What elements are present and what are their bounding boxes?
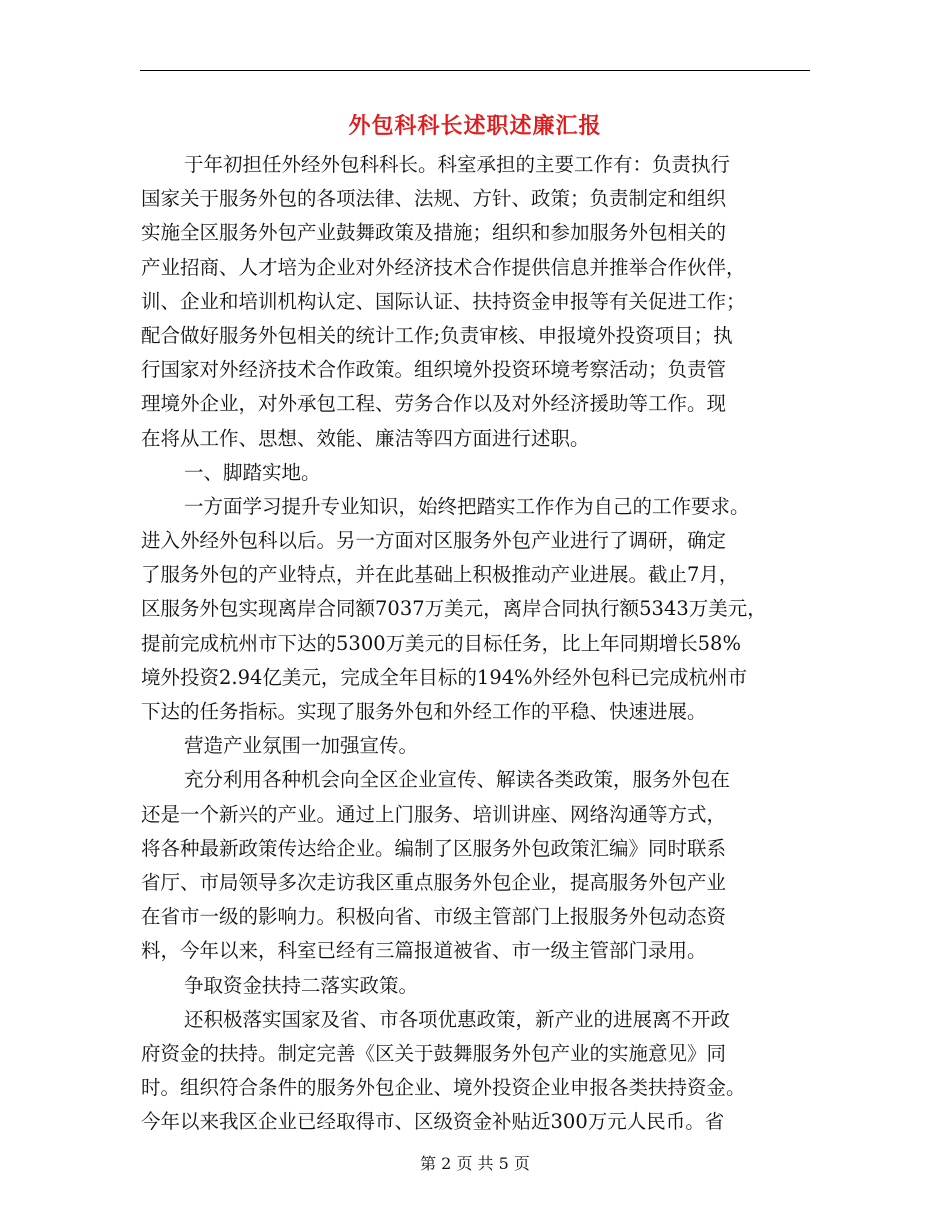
text-line: 一方面学习提升专业知识，始终把踏实工作作为自己的工作要求。 [184,494,750,518]
text-line: 于年初担任外经外包科科长。科室承担的主要工作有：负责执行 [184,153,731,176]
text-line: 争取资金扶持二落实政策。 [184,973,419,997]
text-line: 充分利用各种机会向全区企业宣传、解读各类政策，服务外包在 [184,768,731,792]
text-line: 国家关于服务外包的各项法律、法规、方针、政策；负责制定和组织 [141,187,727,211]
text-line: 提前完成杭州市下达的5300万美元的目标任务，比上年同期增长58% [141,631,741,655]
text-line: 下达的任务指标。实现了服务外包和外经工作的平稳、快速进展。 [141,700,707,723]
page-footer: 第 2 页 共 5 页 [420,1154,530,1173]
text-line: 府资金的扶持。制定完善《区关于鼓舞服务外包产业的实施意见》同 [141,1041,727,1065]
text-line: 在省市一级的影响力。积极向省、市级主管部门上报服务外包动态资 [141,905,727,929]
text-line: 一、脚踏实地。 [184,460,321,484]
document-body [141,148,827,1139]
text-line: 产业招商、人才培为企业对外经济技术合作提供信息并推举合作伙伴， [141,255,746,279]
header-rule [140,70,810,71]
text-line: 在将从工作、思想、效能、廉洁等四方面进行述职。 [141,426,590,450]
text-line: 行国家对外经济技术合作政策。组织境外投资环境考察活动；负责管 [141,358,727,382]
text-line: 省厅、市局领导多次走访我区重点服务外包企业，提高服务外包产业 [141,870,727,894]
text-line: 理境外企业，对外承包工程、劳务合作以及对外经济援助等工作。现 [141,392,727,416]
text-line: 时。组织符合条件的服务外包企业、境外投资企业申报各类扶持资金。 [141,1076,746,1100]
text-line: 料，今年以来，科室已经有三篇报道被省、市一级主管部门录用。 [141,939,707,963]
text-line: 训、企业和培训机构认定、国际认证、扶持资金申报等有关促进工作； [141,289,746,313]
text-line: 区服务外包实现离岸合同额7037万美元，离岸合同执行额5343万美元， [141,597,767,621]
text-line: 配合做好服务外包相关的统计工作;负责审核、申报境外投资项目；执 [141,323,733,347]
text-line: 将各种最新政策传达给企业。编制了区服务外包政策汇编》同时联系 [141,836,727,860]
text-line: 还积极落实国家及省、市各项优惠政策，新产业的进展离不开政 [184,1007,731,1031]
text-line: 了服务外包的产业特点，并在此基础上积极推动产业进展。截止7月， [141,563,739,587]
text-line: 营造产业氛围一加强宣传。 [184,734,419,758]
text-line: 还是一个新兴的产业。通过上门服务、培训讲座、网络沟通等方式， [141,802,727,826]
text-line: 进入外经外包科以后。另一方面对区服务外包产业进行了调研，确定 [141,529,727,553]
text-line: 今年以来我区企业已经取得市、区级资金补贴近300万元人民币。省 [141,1110,725,1134]
text-line: 境外投资2.94亿美元，完成全年目标的194%外经外包科已完成杭州市 [141,665,748,689]
document-title: 外包科科长述职述廉汇报 [348,113,602,139]
text-line: 实施全区服务外包产业鼓舞政策及措施；组织和参加服务外包相关的 [141,221,727,245]
